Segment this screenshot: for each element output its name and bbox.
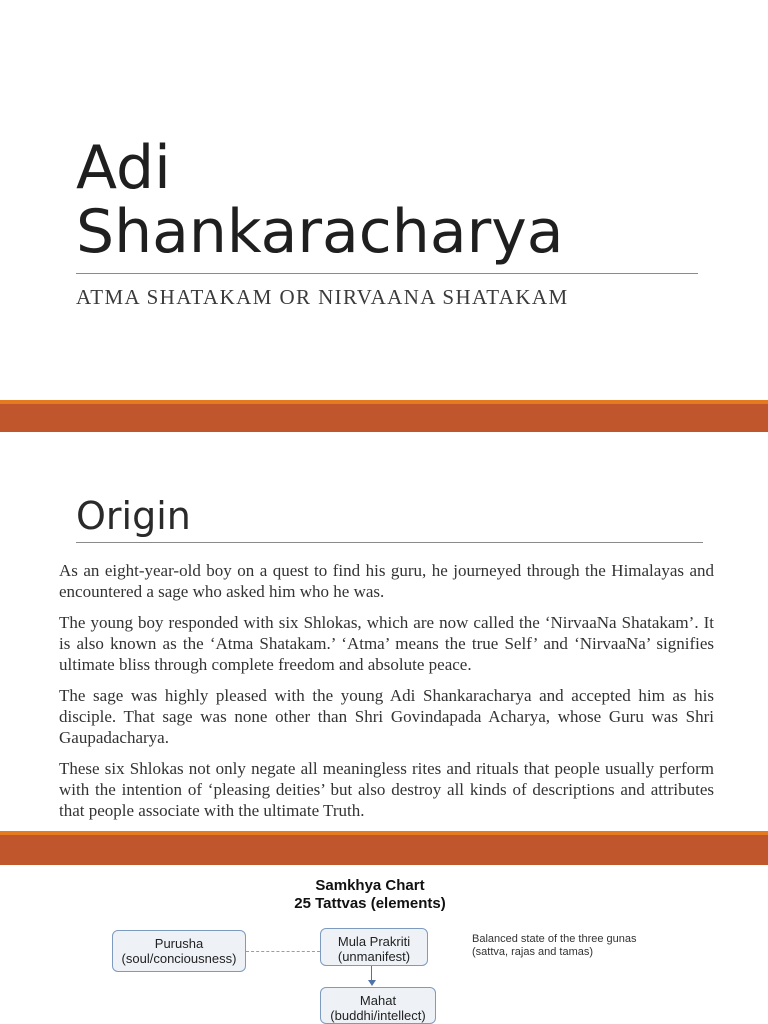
slide-title-line2: Shankaracharya bbox=[76, 197, 564, 267]
mula-prakriti-description: (unmanifest) bbox=[337, 949, 411, 964]
arrow-down-icon bbox=[368, 980, 376, 986]
slide-separator bbox=[0, 404, 768, 432]
slide-subtitle: ATMA SHATAKAM OR NIRVAANA SHATAKAM bbox=[76, 285, 569, 309]
mula-prakriti-node bbox=[320, 928, 428, 966]
diagram-title-line2: 25 Tattvas (elements) bbox=[294, 895, 446, 912]
diagram-title bbox=[200, 877, 540, 913]
mahat-node bbox=[320, 987, 436, 1024]
paragraph: The sage was highly pleased with the young Adi Shankaracharya and accepted him as his disciple. That sage was none other than Shri Govindapada Acharya, whose Guru was Shri Gaupadacharya. bbox=[59, 686, 714, 747]
mula-prakriti-label: Mula Prakriti bbox=[337, 934, 411, 949]
slide-title bbox=[76, 133, 564, 267]
section-heading: Origin bbox=[76, 494, 191, 538]
gunas-note bbox=[472, 933, 637, 959]
title-divider bbox=[76, 273, 698, 274]
body-text bbox=[59, 560, 714, 831]
slide-title-line1: Adi bbox=[76, 133, 171, 203]
purusha-label: Purusha bbox=[154, 936, 204, 951]
mahat-description: (buddhi/intellect) bbox=[330, 1008, 426, 1023]
diagram-title-line1: Samkhya Chart bbox=[315, 877, 425, 894]
slide-separator bbox=[0, 835, 768, 865]
purusha-node bbox=[112, 930, 246, 972]
paragraph: As an eight-year-old boy on a quest to find his guru, he journeyed through the Himalayas and encountered a sage who asked him who he was. bbox=[59, 561, 714, 601]
paragraph: The young boy responded with six Shlokas, which are now called the ‘NirvaaNa Shatakam’. It is also known as the ‘Atma Shatakam.’ ‘Atma’ means the true Self’ and ‘NirvaaNa’ signifies ultimate bliss through complete freedom and absolute peace. bbox=[59, 613, 714, 674]
mahat-label: Mahat bbox=[359, 993, 397, 1008]
dashed-connector bbox=[246, 951, 320, 952]
gunas-note-line2: (sattva, rajas and tamas) bbox=[472, 946, 594, 958]
paragraph: These six Shlokas not only negate all meaningless rites and rituals that people usually perform with the intention of ‘pleasing deities’ but also destroy all kinds of descriptions and attributes that people associate with the ultimate Truth. bbox=[59, 759, 714, 820]
purusha-description: (soul/conciousness) bbox=[121, 951, 237, 966]
section-divider bbox=[76, 542, 703, 543]
gunas-note-line1: Balanced state of the three gunas bbox=[472, 933, 637, 945]
